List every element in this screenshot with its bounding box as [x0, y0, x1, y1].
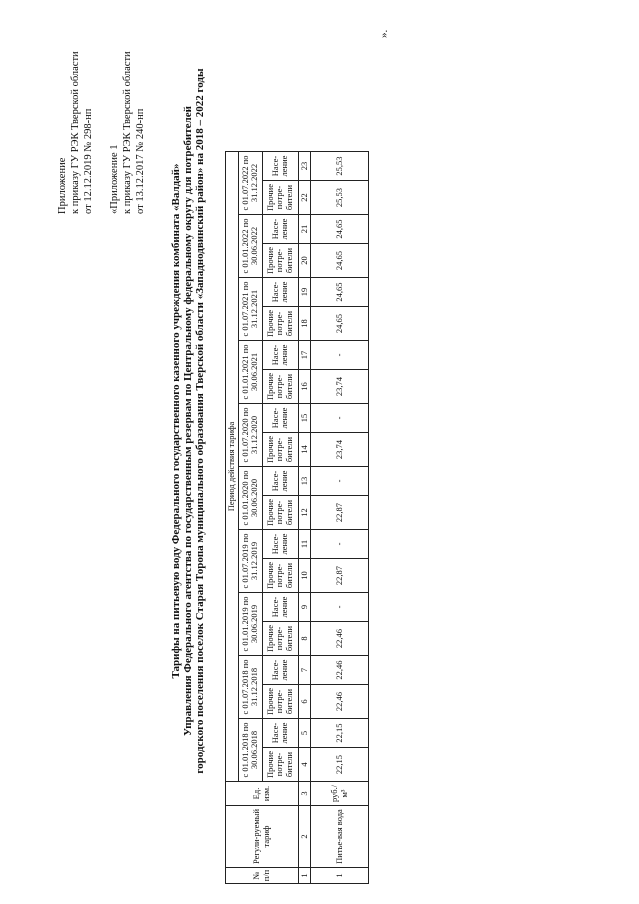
period-header: с 01.07.2018 по 31.12.2018 — [238, 656, 262, 719]
tariff-value: 22,15 — [311, 719, 369, 748]
column-number: 2 — [298, 806, 311, 868]
column-number: 22 — [298, 181, 311, 215]
subheader-other-consumers: Прочие потре-бители — [262, 685, 298, 719]
column-number: 10 — [298, 559, 311, 593]
period-header: с 01.01.2020 по 30.06.2020 — [238, 467, 262, 530]
subheader-other-consumers: Прочие потре-бители — [262, 433, 298, 467]
column-number: 21 — [298, 215, 311, 244]
column-number: 4 — [298, 748, 311, 782]
period-header: с 01.07.2019 по 31.12.2019 — [238, 530, 262, 593]
title-line3: городского поселения поселок Старая Торопа муниципального образования Тверской области «Западнодвинский район» на 2018 – 2022 годы — [194, 68, 206, 774]
tariff-value: 22,46 — [311, 656, 369, 685]
column-number: 1 — [298, 868, 311, 884]
period-header: с 01.07.2020 по 31.12.2020 — [238, 404, 262, 467]
tariff-value: - — [311, 593, 369, 622]
subheader-population: Насе-ление — [262, 530, 298, 559]
period-header: с 01.01.2018 по 30.06.2018 — [238, 719, 262, 782]
period-header: с 01.01.2019 по 30.06.2019 — [238, 593, 262, 656]
closing-quote: ». — [378, 29, 390, 38]
subheader-other-consumers: Прочие потре-бители — [262, 748, 298, 782]
tariff-value: - — [311, 341, 369, 370]
appendix-old-line3: от 13.12.2017 № 240-нп — [135, 108, 146, 214]
period-header: с 01.07.2021 по 31.12.2021 — [238, 278, 262, 341]
column-number: 14 — [298, 433, 311, 467]
subheader-population: Насе-ление — [262, 467, 298, 496]
subheader-population: Насе-ление — [262, 656, 298, 685]
subheader-other-consumers: Прочие потре-бители — [262, 496, 298, 530]
column-number: 11 — [298, 530, 311, 559]
appendix-header-old — [108, 51, 147, 214]
tariff-value: 23,74 — [311, 433, 369, 467]
subheader-population: Насе-ление — [262, 278, 298, 307]
column-number: 6 — [298, 685, 311, 719]
column-number: 19 — [298, 278, 311, 307]
tariff-value: 23,74 — [311, 370, 369, 404]
tariff-value: 22,46 — [311, 685, 369, 719]
appendix-new-line2: к приказу ГУ РЭК Тверской области — [70, 51, 81, 214]
column-number: 7 — [298, 656, 311, 685]
tariff-value: 25,53 — [311, 152, 369, 181]
column-number: 12 — [298, 496, 311, 530]
tariff-value: 22,46 — [311, 622, 369, 656]
period-header: с 01.07.2022 по 31.12.2022 — [238, 152, 262, 215]
column-number: 23 — [298, 152, 311, 181]
subheader-population: Насе-ление — [262, 593, 298, 622]
period-header: с 01.01.2022 по 30.06.2022 — [238, 215, 262, 278]
header-tariff: Регули-руемый тариф — [226, 806, 299, 868]
tariff-value: - — [311, 404, 369, 433]
tariff-table — [225, 151, 369, 884]
tariff-value: 25,53 — [311, 181, 369, 215]
column-number: 18 — [298, 307, 311, 341]
column-number: 16 — [298, 370, 311, 404]
subheader-other-consumers: Прочие потре-бители — [262, 244, 298, 278]
column-number: 5 — [298, 719, 311, 748]
appendix-new-line3: от 12.12.2019 № 298-нп — [83, 108, 94, 214]
header-number: № п/п — [226, 868, 299, 884]
tariff-value: 24,65 — [311, 278, 369, 307]
column-number: 20 — [298, 244, 311, 278]
tariff-value: - — [311, 530, 369, 559]
document-title — [170, 56, 206, 786]
header-period: Период действия тарифа — [226, 152, 239, 782]
column-number: 8 — [298, 622, 311, 656]
appendix-header-new — [56, 51, 95, 214]
tariff-value: 24,65 — [311, 215, 369, 244]
appendix-new-line1: Приложение — [57, 157, 68, 214]
row-number: 1 — [311, 868, 369, 884]
tariff-value: 22,87 — [311, 496, 369, 530]
subheader-other-consumers: Прочие потре-бители — [262, 370, 298, 404]
subheader-population: Насе-ление — [262, 719, 298, 748]
subheader-population: Насе-ление — [262, 404, 298, 433]
subheader-other-consumers: Прочие потре-бители — [262, 559, 298, 593]
row-tariff-name: Питье-вая вода — [311, 806, 369, 868]
period-header: с 01.01.2021 по 30.06.2021 — [238, 341, 262, 404]
tariff-value: 22,15 — [311, 748, 369, 782]
column-number: 15 — [298, 404, 311, 433]
appendix-old-line1: «Приложение 1 — [109, 144, 120, 214]
column-number: 3 — [298, 782, 311, 806]
column-number: 13 — [298, 467, 311, 496]
subheader-population: Насе-ление — [262, 152, 298, 181]
subheader-other-consumers: Прочие потре-бители — [262, 622, 298, 656]
tariff-value: 22,87 — [311, 559, 369, 593]
subheader-population: Насе-ление — [262, 215, 298, 244]
subheader-other-consumers: Прочие потре-бители — [262, 181, 298, 215]
column-number: 9 — [298, 593, 311, 622]
tariff-value: 24,65 — [311, 307, 369, 341]
title-line1: Тарифы на питьевую воду Федерального государственного казенного учреждения комбината «Валдай» — [170, 163, 182, 679]
appendix-old-line2: к приказу ГУ РЭК Тверской области — [122, 51, 133, 214]
title-line2: Управления Федерального агентства по государственным резервам по Центральному федеральному округу для потребителей — [182, 106, 194, 736]
tariff-value: 24,65 — [311, 244, 369, 278]
row-unit: руб./м³ — [311, 782, 369, 806]
column-number: 17 — [298, 341, 311, 370]
header-unit: Ед. изм. — [226, 782, 299, 806]
subheader-population: Насе-ление — [262, 341, 298, 370]
subheader-other-consumers: Прочие потре-бители — [262, 307, 298, 341]
tariff-value: - — [311, 467, 369, 496]
